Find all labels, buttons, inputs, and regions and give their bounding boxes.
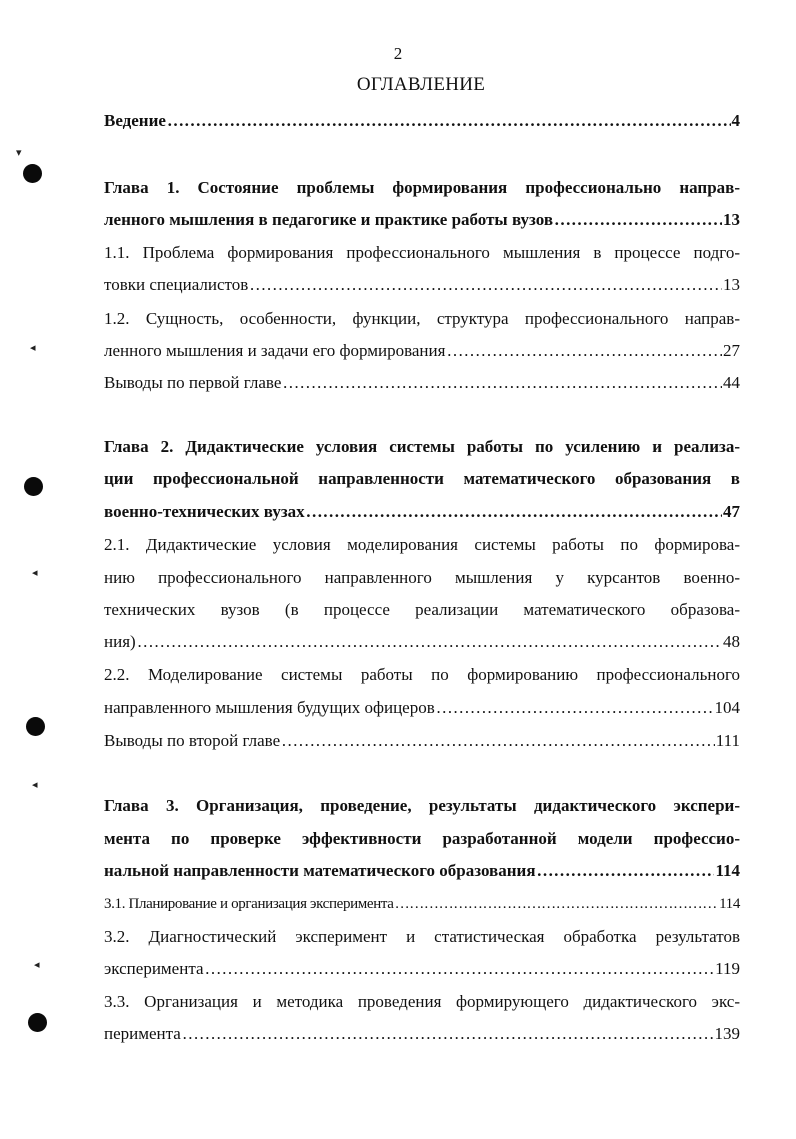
chapter-2-conclusions: Выводы по второй главе …………………………………………………………………………………………………………………………………………………………………………………………………… 111 <box>104 730 740 752</box>
leader-dots <box>554 209 722 231</box>
section-3-2: 3.2. Диагностический эксперимент и статистическая обработка результатов <box>104 927 740 946</box>
chapter-2-heading: Глава 2. Дидактические условия системы работы по усилению и реализа- <box>104 437 740 456</box>
toc-entry-page: 47 <box>723 502 740 521</box>
leader-dots <box>436 697 714 719</box>
toc-entry-page: 44 <box>723 373 740 392</box>
leader-dots <box>205 958 715 980</box>
toc-entry-label: Ведение <box>104 111 166 130</box>
leader-dots <box>249 274 722 296</box>
section-2-1-line2: нию профессионального направленного мышления у курсантов военно- <box>104 568 740 587</box>
leader-dots <box>167 110 731 132</box>
toc-entry-page: 4 <box>731 111 740 130</box>
chapter-3-heading-end: нальной направленности математического образования …………………………………………………………………………………………………………………………………………………………………………………………………… 114 <box>104 860 740 882</box>
page-number: 2 <box>393 44 403 63</box>
margin-mark-icon: ◂ <box>30 341 36 354</box>
binder-hole <box>23 164 42 183</box>
chapter-3-heading: Глава 3. Организация, проведение, результаты дидактического экспери- <box>104 796 740 815</box>
section-1-1: 1.1. Проблема формирования профессионального мышления в процессе подго- <box>104 243 740 262</box>
toc-entry-page: 104 <box>714 698 740 717</box>
section-3-3-end: перимента …………………………………………………………………………………………………………………………………………………………………………………………………… 139 <box>104 1023 740 1045</box>
toc-entry-page: 111 <box>715 731 740 750</box>
section-2-2-end: направленного мышления будущих офицеров …………………………………………………………………………………………………………………………………………………………………………………………………… 104 <box>104 697 740 719</box>
toc-entry-page: 27 <box>723 341 740 360</box>
leader-dots <box>537 860 715 882</box>
binder-hole <box>28 1013 47 1032</box>
section-1-1-end: товки специалистов …………………………………………………………………………………………………………………………………………………………………………………………………… 13 <box>104 274 740 296</box>
section-3-1: 3.1. Планирование и организация эксперимента …………………………………………………………………………………………………………………………………………………………………………………………………… 114 <box>104 893 740 915</box>
margin-mark-icon: ▾ <box>16 146 22 159</box>
chapter-1-heading-end: ленного мышления в педагогике и практике работы вузов …………………………………………………………………………………………………………………………………………………………………………………………………… 13 <box>104 209 740 231</box>
section-2-1-line3: технических вузов (в процессе реализации математического образова- <box>104 600 740 619</box>
toc-entry-page: 139 <box>714 1024 740 1043</box>
section-2-1: 2.1. Дидактические условия моделирования системы работы по формирова- <box>104 535 740 554</box>
page-title: ОГЛАВЛЕНИЕ <box>356 74 486 95</box>
section-1-2: 1.2. Сущность, особенности, функции, структура профессионального направ- <box>104 309 740 328</box>
leader-dots <box>182 1023 714 1045</box>
leader-dots <box>306 501 722 523</box>
section-2-2: 2.2. Моделирование системы работы по формированию профессионального <box>104 665 740 684</box>
toc-entry-intro <box>104 110 740 132</box>
chapter-2-heading-line2: ции профессиональной направленности математического образования в <box>104 469 740 488</box>
margin-mark-icon: ◂ <box>32 778 38 791</box>
binder-hole <box>26 717 45 736</box>
section-1-2-end: ленного мышления и задачи его формирования …………………………………………………………………………………………………………………………………………………………………………………………………… 27 <box>104 340 740 362</box>
margin-mark-icon: ◂ <box>34 958 40 971</box>
margin-mark-icon: ◂ <box>32 566 38 579</box>
leader-dots <box>395 893 718 915</box>
binder-hole <box>24 477 43 496</box>
leader-dots <box>281 730 715 752</box>
toc-entry-page: 114 <box>719 896 740 912</box>
section-3-3: 3.3. Организация и методика проведения формирующего дидактического экс- <box>104 992 740 1011</box>
toc-entry-page: 13 <box>723 210 740 229</box>
chapter-1-heading: Глава 1. Состояние проблемы формирования профессионально направ- <box>104 178 740 197</box>
chapter-1-conclusions: Выводы по первой главе …………………………………………………………………………………………………………………………………………………………………………………………………… 44 <box>104 372 740 394</box>
section-3-2-end: эксперимента …………………………………………………………………………………………………………………………………………………………………………………………………… 119 <box>104 958 740 980</box>
leader-dots <box>446 340 722 362</box>
chapter-3-heading-line2: мента по проверке эффективности разработанной модели профессио- <box>104 829 740 848</box>
toc-entry-page: 119 <box>715 959 740 978</box>
leader-dots <box>137 631 722 653</box>
toc-entry-page: 114 <box>715 861 740 880</box>
section-2-1-end: ния) …………………………………………………………………………………………………………………………………………………………………………………………………… 48 <box>104 631 740 653</box>
toc-entry-page: 13 <box>723 275 740 294</box>
leader-dots <box>282 372 722 394</box>
chapter-2-heading-end: военно-технических вузах …………………………………………………………………………………………………………………………………………………………………………………………………… 47 <box>104 501 740 523</box>
toc-entry-page: 48 <box>723 632 740 651</box>
